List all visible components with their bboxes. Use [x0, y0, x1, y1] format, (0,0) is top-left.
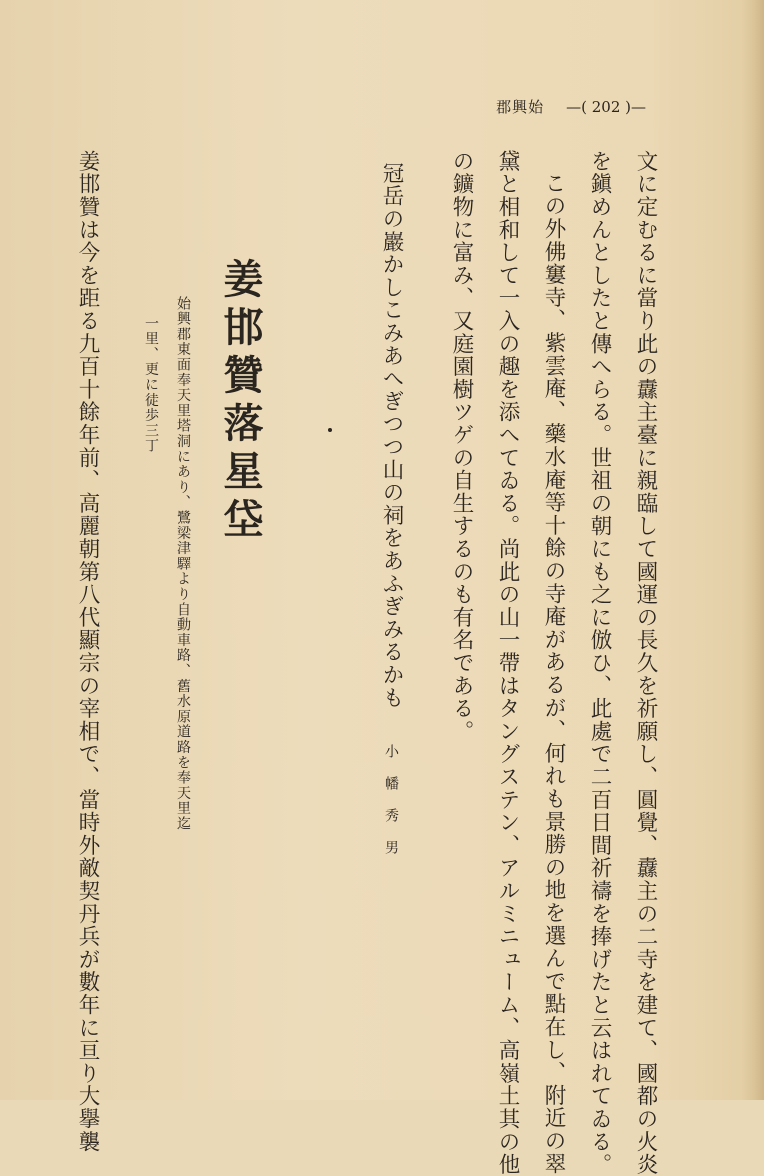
poem-author: 小幡秀男 — [383, 744, 399, 872]
location-note: 始興郡東面奉天里塔洞にあり、鷺梁津驛より自動車路、舊水原道路を奉天里迄 — [175, 296, 191, 832]
page-edge — [742, 0, 764, 1100]
section-title: 姜邯贊落星垈 — [217, 258, 264, 546]
body-column: の鑛物に富み、又庭園樹ツゲの自生するのも有名である。 — [449, 150, 474, 743]
body-column: を鎭めんとしたと傳へらる。世祖の朝にも之に倣ひ、此處で二百日間祈禱を捧げたと云はれてゐる。 — [587, 150, 612, 1176]
location-note: 一里、更に徒歩三丁 — [143, 316, 159, 454]
poem: 冠岳の巖かしこみあへぎつつ山の祠をあふぎみるかも — [379, 162, 404, 710]
body-column: 黛と相和して一入の趣を添へてゐる。尚此の山一帶はタングステン、アルミニューム、高嶺土其の他 — [495, 150, 520, 1176]
running-header — [496, 96, 646, 117]
ink-dot — [328, 428, 332, 432]
body-column: 姜邯贊は今を距る九百十餘年前、高麗朝第八代顯宗の宰相で、當時外敵契丹兵が數年に亘り大擧襲 — [75, 150, 100, 1154]
header-title: 郡興始 — [496, 98, 545, 116]
body-column: この外佛窶寺、紫雲庵、藥水庵等十餘の寺庵があるが、何れも景勝の地を選んで點在し、附近の翠 — [541, 172, 566, 1176]
page-number: —( 202 )— — [566, 97, 646, 116]
body-column: 文に定むるに當り此の纛主臺に親臨して國運の長久を祈願し、圓覺、纛主の二寺を建て、國都の火炎 — [633, 150, 658, 1176]
